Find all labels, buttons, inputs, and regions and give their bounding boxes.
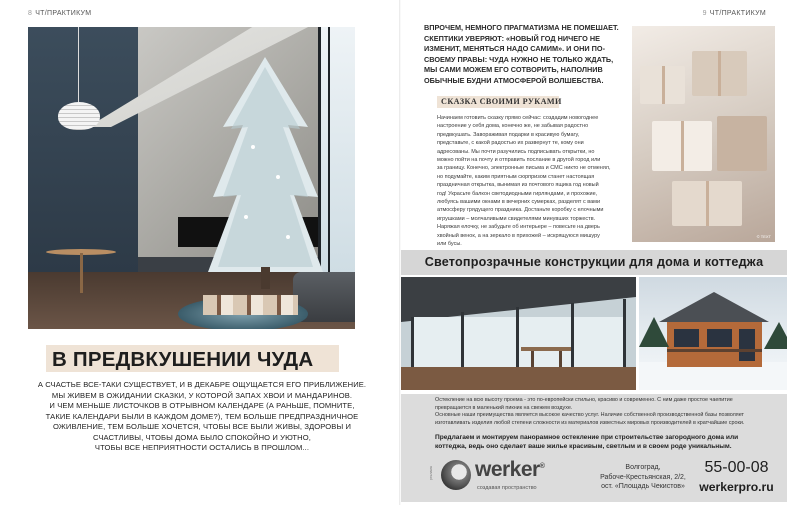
body-line: хвойный венок, а на зеркало в прихожей – искрящуюся мишуру	[437, 232, 600, 239]
lead-line: ЧТОБЫ ВСЕ НЕПРИЯТНОСТИ ОСТАЛИСЬ В ПРОШЛОМ...	[94, 443, 310, 452]
body-line: настроение у себя дома, конечно же, не забывая радостно	[437, 123, 589, 130]
intro-line: МЫ САМИ МОЖЕМ ЕГО СОТВОРИТЬ, НАПОЛНИВ	[424, 65, 603, 75]
ad-glass-veranda-photo	[401, 277, 636, 390]
body-line: Начинаем готовить сказку прямо сейчас: создадим новогоднее	[437, 115, 599, 121]
ad-veranda-graphic	[401, 277, 636, 390]
body-line: представьте, с какой радостью их развернут те, кому они	[437, 140, 584, 147]
article-body	[437, 114, 619, 249]
photo-credit: © ТЕХТ	[756, 234, 771, 239]
werker-advertisement	[401, 250, 787, 502]
section-label-left: ЧТ/ПРАКТИКУМ	[35, 10, 92, 17]
photo-gift-boxes	[203, 295, 298, 315]
ad-chalet-graphic	[639, 277, 787, 390]
body-line: любуясь вашими окнами в вечерних сумерках, разделят с вами	[437, 199, 601, 206]
photo-table-leg	[80, 253, 83, 293]
photo-ribbon	[718, 51, 721, 96]
ad-offer	[435, 434, 780, 451]
lead-line: СЧАСТЛИВЫ, ЧТОБЫ ДОМА БЫЛО СПОКОЙНО И УЮТНО,	[93, 432, 311, 442]
brand-tagline: создавая пространство	[477, 485, 537, 491]
article-headline: В ПРЕДВКУШЕНИИ ЧУДА	[52, 348, 314, 371]
trademark-mark: ®	[539, 463, 545, 470]
photo-ribbon	[706, 181, 709, 226]
ad-phone: 55-00-08	[704, 459, 769, 476]
ad-offer-line: коттеджа, ведь оно сделает ваше жилье красивым, светлым и в своем роде уникальным.	[435, 442, 732, 450]
photo-ribbon	[681, 121, 684, 171]
gift-wrapping-photo	[632, 26, 775, 242]
werker-logo	[441, 456, 561, 496]
intro-line: ВПРОЧЕМ, НЕМНОГО ПРАГМАТИЗМА НЕ ПОМЕШАЕТ.	[424, 23, 619, 32]
christmas-tree	[208, 57, 323, 307]
body-line: или бусы.	[437, 241, 462, 248]
body-line: праздничная открытка, вынимая из почтового ящика год новый	[437, 182, 599, 189]
running-head-left	[28, 10, 91, 17]
page-number-right: 9	[702, 10, 707, 17]
ad-offer-line: Предлагаем и монтируем панорамное остекление при строительстве загородного дома или	[435, 434, 739, 441]
lead-line: А СЧАСТЬЕ ВСЕ-ТАКИ СУЩЕСТВУЕТ, И В ДЕКАБРЕ ОЩУЩАЕТСЯ ЕГО ПРИБЛИЖЕНИЕ.	[37, 380, 367, 389]
article-lead	[26, 380, 378, 454]
interior-christmas-photo	[28, 27, 355, 329]
address-line: Рабоче-Крестьянская, 2/2,	[600, 473, 686, 481]
brand-word: werker	[475, 458, 540, 481]
ad-description	[435, 397, 780, 427]
werker-logo-icon	[441, 460, 471, 490]
body-line: Наряжая елочку, не забудьте об интерьере – повесьте на дверь	[437, 224, 600, 231]
photo-window-frame	[328, 27, 330, 272]
photo-dark-wall	[28, 27, 138, 272]
intro-line: СКЕПТИКИ УВЕРЯЮТ: «НОВЫЙ ГОД НИЧЕГО НЕ	[424, 33, 600, 43]
ad-text-line: Основные наши преимущества является высокое качество услуг. Наличие собственной производственной базы позволяет	[435, 412, 745, 419]
lead-line: ОЖИВЛЕНИЕ, ТЕМ БОЛЬШЕ ХОЧЕТСЯ, ЧТОБЫ ВСЕ БЫЛИ ЖИВЫ, ЗДОРОВЫ И	[52, 422, 352, 431]
body-line: атмосферу грядущего праздника. Достаньте коробку с елочными	[437, 207, 604, 214]
body-line: но подумайте, каким приятным сюрпризом станет настоящая	[437, 173, 595, 180]
ad-text-line: превращается в маленький пикник на свежем воздухе.	[435, 404, 573, 411]
body-line: предвкушать. Завораживая подарки в красивую бумагу,	[437, 131, 580, 138]
brand-name	[475, 458, 544, 482]
address-line: ост. «Площадь Чекистов»	[601, 483, 685, 491]
article-subheading: СКАЗКА СВОИМИ РУКАМИ	[441, 97, 562, 106]
ad-text-line: Остекление на всю высоту проема - это по-европейски стильно, красиво и современно. С ним даже простое чаепитие	[435, 397, 733, 403]
address-line: Волгоград,	[625, 464, 661, 471]
body-line: адресованы. Мы почти разучились подписывать открытки, но	[437, 148, 595, 155]
intro-line: ИЗМЕНИТ, МЕНЯТЬСЯ НАДО САМИМ». И ОНИ ПО-	[424, 44, 606, 54]
intro-line: СВОЕМУ ПРАВЫ: ЧУДА НУЖНО НЕ ТОЛЬКО ЖДАТЬ,	[424, 54, 614, 64]
page-number-left: 8	[28, 10, 33, 17]
intro-line: ОБЫЧНЫЕ БУДНИ АТМОСФЕРОЙ ВОЛШЕБСТВА.	[424, 75, 604, 85]
lead-line: ТАКИЕ КАЛЕНДАРИ БЫЛИ В КАЖДОМ ДОМЕ?), ТЕМ БОЛЬШЕ ПРЕДПРАЗДНИЧНОЕ	[45, 411, 359, 421]
body-line: год! Украсьте балкон светодиодными гирляндами, и прохожие,	[437, 190, 598, 197]
section-label-right: ЧТ/ПРАКТИКУМ	[709, 10, 766, 17]
photo-gift-box	[717, 116, 767, 171]
photo-window	[318, 27, 355, 272]
running-head-right	[703, 10, 766, 17]
ad-title: Светопрозрачные конструкции для дома и коттеджа	[424, 255, 764, 269]
ad-text-line: изготавливать изделия любой степени сложности из материалов известных мировых производителей в кратчайшие сроки.	[435, 419, 745, 426]
ad-marker: реклама	[429, 466, 433, 480]
photo-pendant-lamp	[58, 102, 100, 130]
body-line: игрушками – молчаливыми свидетелями минувших торжеств.	[437, 215, 596, 222]
lead-line: МЫ ЖИВЕМ В ОЖИДАНИИ СКАЗКИ, У КОТОРОЙ ЗАПАХ ХВОИ И МАНДАРИНОВ.	[51, 390, 353, 400]
christmas-tree-graphic	[208, 57, 323, 307]
ad-website: werkerpro.ru	[699, 480, 774, 494]
lead-line: И ЧЕМ МЕНЬШЕ ЛИСТОЧКОВ В ОТРЫВНОМ КАЛЕНДАРЕ (А РАНЬШЕ, ПОМНИТЕ,	[49, 401, 355, 410]
photo-lamp-cord	[78, 27, 79, 102]
photo-ribbon	[662, 66, 665, 104]
article-intro	[424, 23, 624, 87]
ad-chalet-photo	[639, 277, 787, 390]
body-line: за границу. Конечно, электронные письма и СМС никто не отменял,	[437, 165, 611, 172]
body-line: можно пойти на почту и отправить послание в другой город или	[437, 157, 601, 164]
